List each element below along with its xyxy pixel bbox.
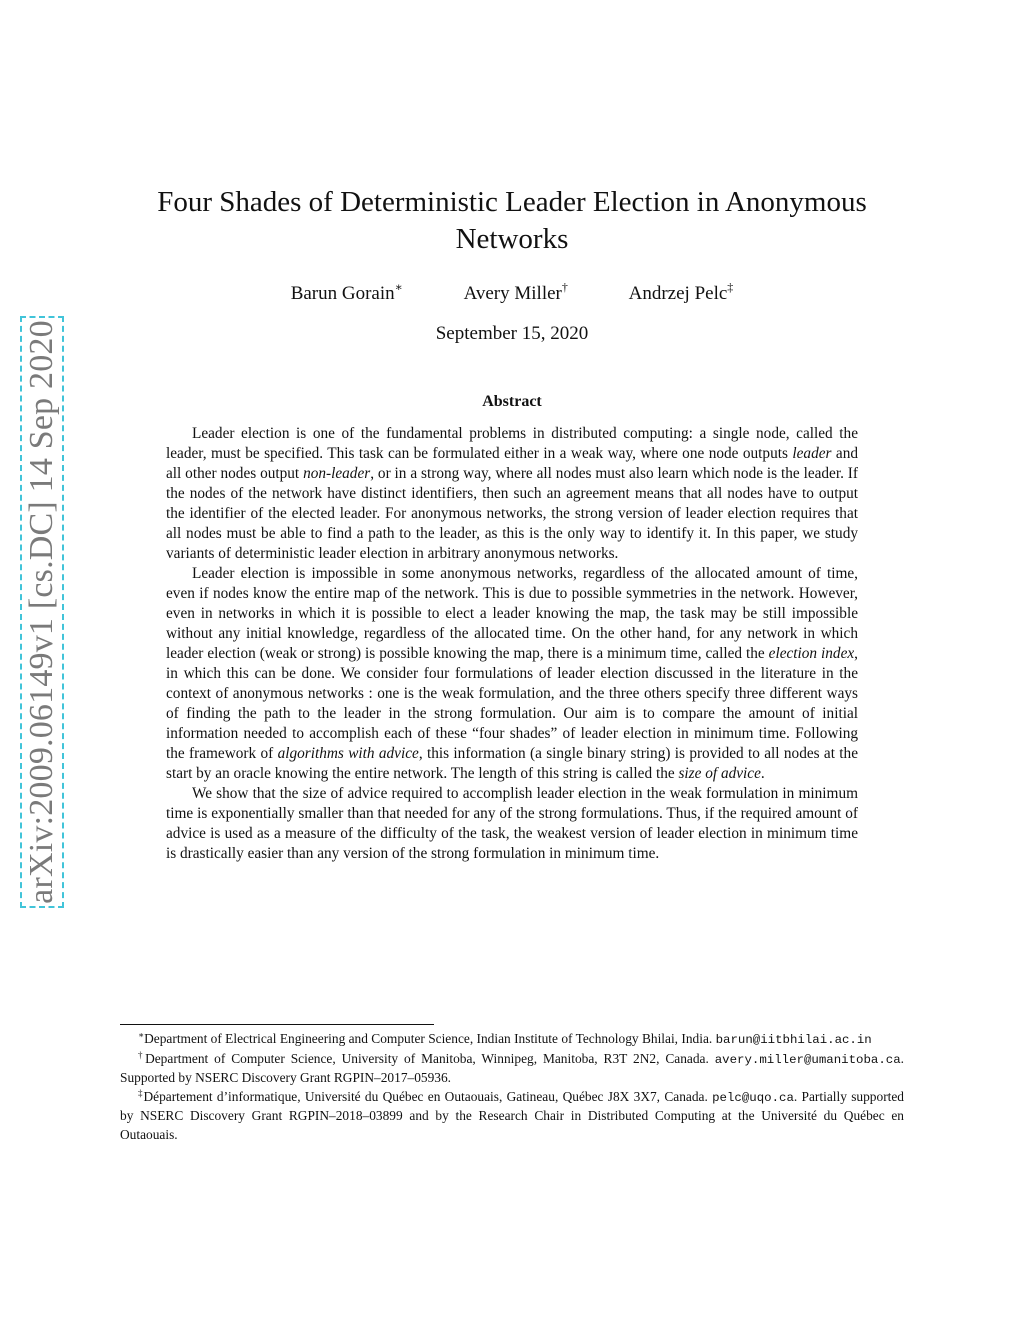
arxiv-identifier: arXiv:2009.06149v1 [cs.DC] 14 Sep 2020 xyxy=(23,320,60,904)
affiliation: Département d’informatique, Université du Québec en Outaouais, Gatineau, Québec J8X 3X7, Canada. xyxy=(143,1088,713,1104)
text-run: , or in a strong way, where all nodes must also learn which node is the leader. If the nodes of the network have distinct identifiers, then such an agreement means that all nodes have to output the identifier of the elected leader. For anonymous networks, the strong version of leader election requires that all nodes must be able to find a path to the leader, as this is the only way to identify it. In this paper, we study variants of deterministic leader election in arbitrary anonymous networks. xyxy=(166,465,858,562)
abstract-heading: Abstract xyxy=(482,393,542,410)
arxiv-stamp xyxy=(20,316,64,908)
funding-note: . Partially supported by NSERC Discovery Grant RGPIN–2018–03899 and by the Research Chair in Distributed Computing at the Université du Québec en Outaouais. xyxy=(120,1088,905,1142)
footnote-mark: ‡ xyxy=(727,280,734,294)
abstract-body xyxy=(166,424,858,864)
author-list xyxy=(160,282,864,306)
footnotes xyxy=(120,1030,904,1144)
paper-date: September 15, 2020 xyxy=(435,323,589,344)
emphasis: non-leader xyxy=(303,465,371,482)
emphasis: size of advice xyxy=(678,765,761,782)
emphasis: leader xyxy=(792,445,832,462)
funding-note: . Supported by NSERC Discovery Grant RGPIN–2017–05936. xyxy=(120,1050,904,1085)
text-run: and all other nodes output xyxy=(166,445,858,482)
emphasis: algorithms with advice xyxy=(277,745,419,762)
affiliation: Department of Computer Science, University of Manitoba, Winnipeg, Manitoba, R3T 2N2, Canada. xyxy=(145,1050,715,1066)
text-run: Leader election is one of the fundamental problems in distributed computing: a single node, called the leader, must be specified. This task can be formulated either in a weak way, where one node outputs xyxy=(166,425,858,462)
footnote-mark: ∗ xyxy=(394,280,403,294)
footnote-pelc xyxy=(120,1088,904,1145)
email-link[interactable]: avery.miller@umanitoba.ca xyxy=(714,1052,901,1067)
footnote-mark: ∗ xyxy=(138,1030,145,1040)
footnote-gorain xyxy=(120,1030,904,1050)
author-pelc xyxy=(629,282,734,306)
text-run: , in which this can be done. We consider four formulations of leader election discussed in the literature in the context of anonymous networks : one is the weak formulation, and the three others specify three different ways of finding the path to the leader in the strong formulation. Our aim is to compare the amount of initial information needed to accomplish each of these “four shades” of leader election in minimum time. Following the framework of xyxy=(166,645,858,762)
email-link[interactable]: barun@iitbhilai.ac.in xyxy=(715,1033,872,1047)
abstract-paragraph-2 xyxy=(166,564,858,784)
footnote-miller xyxy=(120,1050,904,1088)
text-run: Leader election is impossible in some anonymous networks, regardless of the allocated amount of time, even if nodes know the entire map of the network. This is due to possible symmetries in the network. However, even in networks in which it is possible to elect a leader knowing the map, the task may be still impossible without any initial knowledge, regardless of the allocated time. On the other hand, for any network in which leader election (weak or strong) is possible knowing the map, there is a minimum time, called the xyxy=(166,565,858,662)
abstract-paragraph-3: We show that the size of advice required to accomplish leader election in the weak formulation in minimum time is exponentially smaller than that needed for any of the strong formulations. Thus, if the required amount of advice is used as a measure of the difficulty of the task, the weakest version of leader election in minimum time is drastically easier than any version of the strong formulation in minimum time. xyxy=(166,785,858,862)
author-name: Avery Miller xyxy=(463,283,562,304)
footnote-mark: † xyxy=(561,280,568,294)
email-link[interactable]: pelc@uqo.ca xyxy=(712,1090,794,1105)
emphasis: election index xyxy=(768,645,855,662)
footnote-mark: † xyxy=(138,1049,146,1060)
paper-title: Four Shades of Deterministic Leader Election in Anonymous Networks xyxy=(157,186,867,255)
footnote-divider xyxy=(120,1024,434,1025)
author-name: Andrzej Pelc xyxy=(628,283,728,304)
text-run: . xyxy=(760,765,765,782)
text-run: , this information (a single binary string) is provided to all nodes at the start by an oracle knowing the entire network. The length of this string is called the xyxy=(166,745,858,782)
abstract-paragraph-1 xyxy=(166,424,858,564)
author-name: Barun Gorain xyxy=(290,283,395,304)
author-gorain xyxy=(291,282,403,306)
footnote-mark: ‡ xyxy=(138,1087,144,1098)
affiliation: Department of Electrical Engineering and Computer Science, Indian Institute of Technology Bhilai, India. xyxy=(144,1031,716,1046)
author-miller xyxy=(464,282,568,306)
